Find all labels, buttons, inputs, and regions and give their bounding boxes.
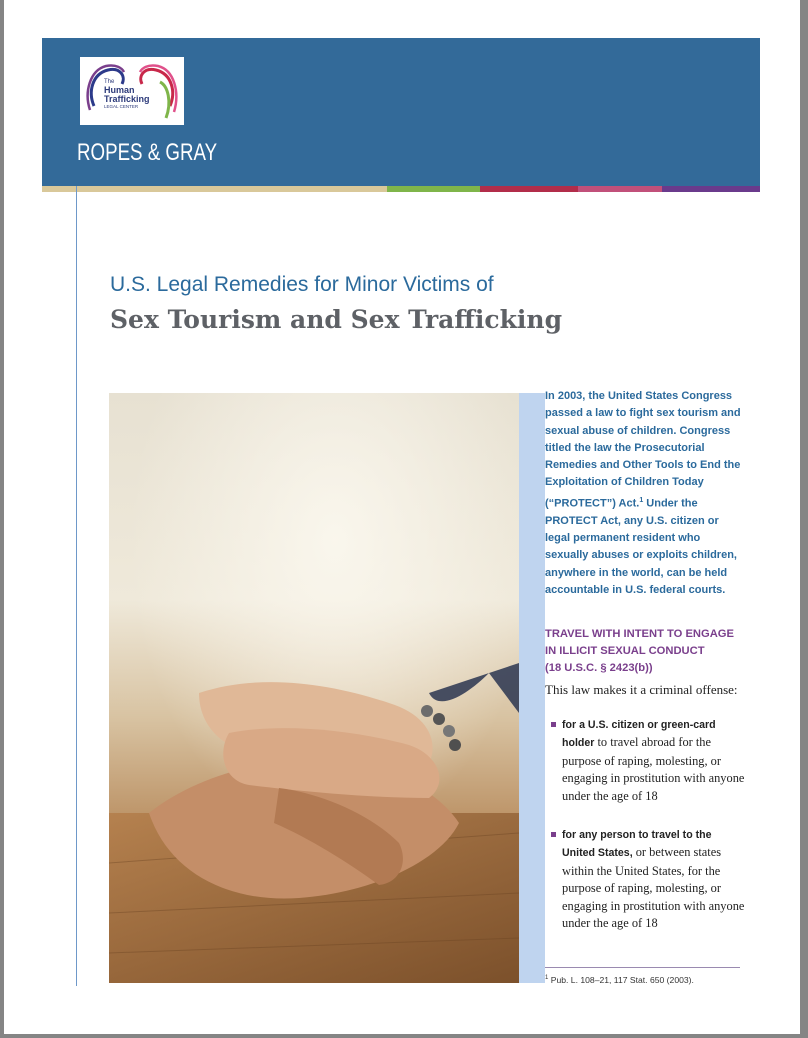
- bullet-icon: [551, 722, 556, 727]
- list-item: for any person to travel to the United States, or between states within the United States, for the purpose of raping, molesting, or engaging in prostitution with anyone under the age of 18: [562, 826, 747, 932]
- clasped-hands-photo: [109, 393, 519, 983]
- sidebar-accent-band: [519, 393, 545, 983]
- footnote: $^1$ Pub. L. 108–21, 117 Stat. 650 (2003).: [545, 975, 694, 985]
- margin-rule: [76, 186, 77, 986]
- logo-text-legal-center: LEGAL CENTER: [104, 104, 139, 109]
- section-heading: TRAVEL WITH INTENT TO ENGAGE IN ILLICIT SEXUAL CONDUCT (18 U.S.C. § 2423(b)): [545, 628, 734, 674]
- title-line-1: U.S. Legal Remedies for Minor Victims of: [110, 273, 494, 296]
- title-line-2: Sex Tourism and Sex Trafficking: [110, 305, 563, 334]
- ropes-gray-logo: ROPES & GRAY: [77, 139, 218, 166]
- bullet-icon: [551, 832, 556, 837]
- logo-text-trafficking: Trafficking: [104, 94, 150, 104]
- logo-text-the: The: [104, 79, 115, 85]
- footnote-rule: [545, 967, 740, 968]
- list-item: for a U.S. citizen or green-card holder to travel abroad for the purpose of raping, molesting, or engaging in prostitution with anyone under the age of 18: [562, 716, 747, 805]
- color-stripe: [42, 186, 760, 192]
- human-trafficking-legal-center-logo: [80, 57, 184, 125]
- intro-paragraph: In 2003, the United States Congress passed a law to fight sex tourism and sexual abuse of children. Congress titled the law the Prosecutorial Remedies and Other Tools to End the Exploitation of Children Today (“PROTECT”) Act.$^1$ Under the PROTECT Act, any U.S. citizen or legal permanent resident who sexually abuses or exploits children, anywhere in the world, can be held accountable in U.S. federal courts.: [545, 390, 741, 596]
- section-lead: This law makes it a criminal offense:: [545, 682, 738, 697]
- logo-text-human: Human: [104, 85, 135, 95]
